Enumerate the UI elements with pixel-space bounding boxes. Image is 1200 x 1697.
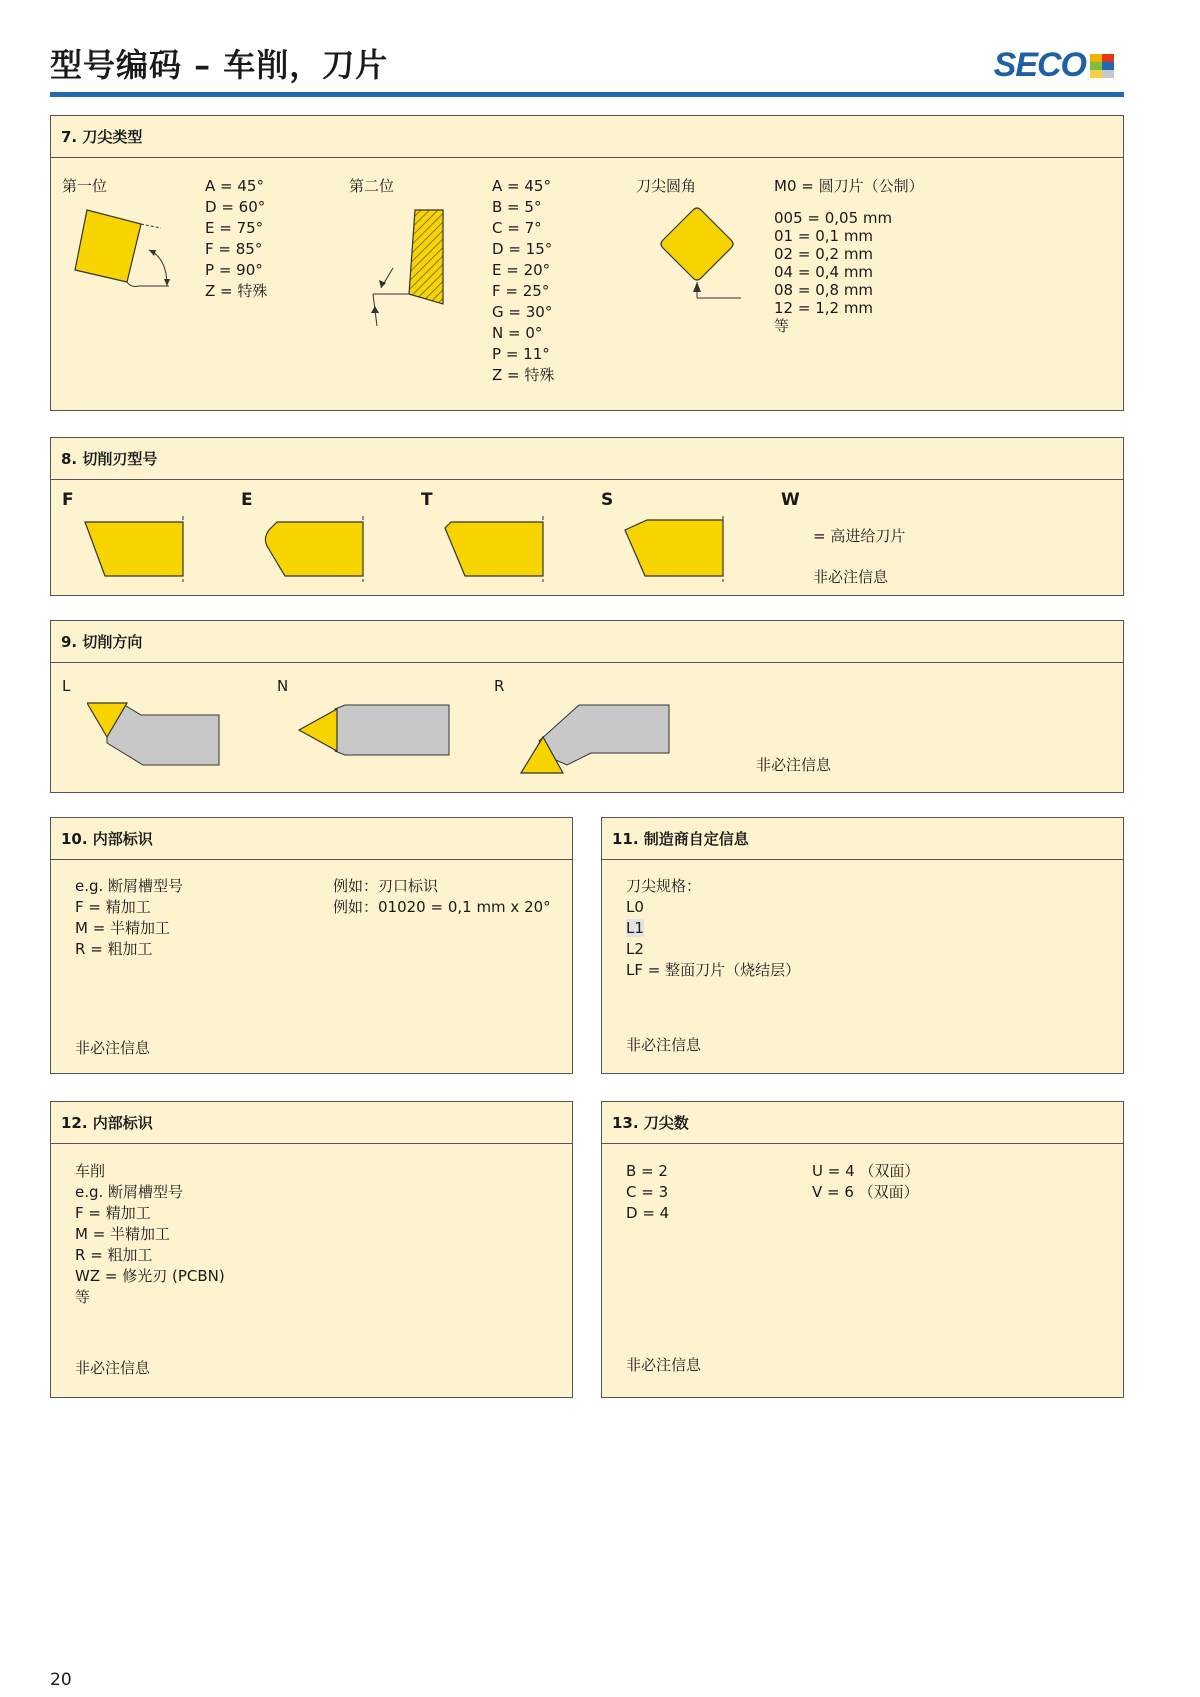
clearance-angle-diagram <box>363 208 463 333</box>
edge-type-w-label: W <box>781 490 800 510</box>
value-line: U = 4 （双面） <box>812 1162 920 1180</box>
value-line: A = 45° <box>205 177 264 195</box>
value-line: M = 半精加工 <box>75 919 171 937</box>
value-line: D = 15° <box>492 240 553 258</box>
section-12-header: 12. 内部标识 <box>51 1102 572 1144</box>
value-line: N = 0° <box>492 324 543 342</box>
value-line: B = 2 <box>626 1162 668 1180</box>
value-line: C = 7° <box>492 219 542 237</box>
value-line: WZ = 修光刃 (PCBN) <box>75 1267 225 1285</box>
value-line: F = 85° <box>205 240 263 258</box>
value-line: V = 6 （双面） <box>812 1183 919 1201</box>
value-line: 12 = 1,2 mm <box>774 299 874 317</box>
value-line: C = 3 <box>626 1183 669 1201</box>
section-8-header: 8. 切削刃型号 <box>51 438 1123 480</box>
section-12-lines <box>75 1161 225 1308</box>
first-position-label: 第一位 <box>62 177 108 195</box>
value-line: D = 4 <box>626 1204 670 1222</box>
value-line: 刀尖规格： <box>626 877 702 895</box>
value-line: M = 半精加工 <box>75 1225 171 1243</box>
direction-r-label: R <box>494 677 505 695</box>
insert-angle-diagram <box>71 206 181 296</box>
section-11-box <box>601 817 1124 1074</box>
optional-info-note: 非必注信息 <box>75 1039 151 1057</box>
section-13-box <box>601 1101 1124 1398</box>
value-line <box>626 918 800 939</box>
value-line: 例如：01020 = 0,1 mm x 20° <box>333 898 551 916</box>
value-line: P = 90° <box>205 261 263 279</box>
edge-s-diagram <box>623 516 733 582</box>
second-position-values <box>492 176 554 386</box>
direction-n-label: N <box>277 677 289 695</box>
value-line: P = 11° <box>492 345 550 363</box>
section-7-box <box>50 115 1124 411</box>
second-position-label: 第二位 <box>349 177 395 195</box>
section-12-box <box>50 1101 573 1398</box>
value-line: 等 <box>774 317 790 335</box>
optional-info-note: 非必注信息 <box>756 756 832 774</box>
corner-radius-diagram <box>651 206 781 306</box>
page-number: 20 <box>50 1670 72 1690</box>
section-11-lines <box>626 876 800 981</box>
section-7-header: 7. 刀尖类型 <box>51 116 1123 158</box>
seco-logo <box>994 46 1114 85</box>
edge-type-t-label: T <box>421 490 433 510</box>
section-13-header: 13. 刀尖数 <box>602 1102 1123 1144</box>
value-line: E = 75° <box>205 219 264 237</box>
value-line: R = 粗加工 <box>75 940 153 958</box>
edge-t-diagram <box>443 516 553 582</box>
highlighted-value: L1 <box>626 919 644 937</box>
edge-type-f-label: F <box>62 490 74 510</box>
section-9-header: 9. 切削方向 <box>51 621 1123 663</box>
direction-l-label: L <box>62 677 71 695</box>
value-line: 例如：刃口标识 <box>333 877 439 895</box>
value-line: 08 = 0,8 mm <box>774 281 874 299</box>
corner-radius-title: M0 = 圆刀片（公制） <box>774 177 924 195</box>
value-line: Z = 特殊 <box>492 366 555 384</box>
logo-text: SECO <box>993 46 1086 84</box>
optional-info-note: 非必注信息 <box>75 1359 151 1377</box>
value-line: D = 60° <box>205 198 266 216</box>
section-13-right <box>812 1161 919 1203</box>
value-line: E = 20° <box>492 261 551 279</box>
section-10-header: 10. 内部标识 <box>51 818 572 860</box>
value-line: F = 25° <box>492 282 550 300</box>
value-line: 车削 <box>75 1162 106 1180</box>
value-line: 005 = 0,05 mm <box>774 209 893 227</box>
value-line: F = 精加工 <box>75 1204 151 1222</box>
direction-r-diagram <box>519 701 679 777</box>
value-line: e.g. 断屑槽型号 <box>75 877 184 895</box>
section-9-box <box>50 620 1124 793</box>
edge-type-e-label: E <box>241 490 253 510</box>
edge-w-description: = 高进给刀片 <box>813 527 906 545</box>
edge-type-s-label: S <box>601 490 614 510</box>
optional-info-note: 非必注信息 <box>626 1036 702 1054</box>
first-position-values <box>205 176 267 302</box>
direction-l-diagram <box>87 701 227 773</box>
value-line: A = 45° <box>492 177 551 195</box>
direction-n-diagram <box>297 703 457 763</box>
corner-radius-values <box>774 209 892 335</box>
logo-mark-icon <box>1090 54 1114 78</box>
value-line: 01 = 0,1 mm <box>774 227 874 245</box>
section-10-examples <box>333 876 551 918</box>
value-line: 等 <box>75 1288 91 1306</box>
title-rule <box>50 92 1124 97</box>
value-line: 04 = 0,4 mm <box>774 263 874 281</box>
edge-f-diagram <box>83 516 193 582</box>
value-line: e.g. 断屑槽型号 <box>75 1183 184 1201</box>
value-line: L0 <box>626 898 644 916</box>
value-line: G = 30° <box>492 303 553 321</box>
corner-radius-label: 刀尖圆角 <box>636 177 697 195</box>
value-line: R = 粗加工 <box>75 1246 153 1264</box>
value-line: B = 5° <box>492 198 542 216</box>
section-13-left <box>626 1161 669 1224</box>
value-line: Z = 特殊 <box>205 282 268 300</box>
section-11-header: 11. 制造商自定信息 <box>602 818 1123 860</box>
edge-e-diagram <box>263 516 373 582</box>
page-title: 型号编码 – 车削，刀片 <box>50 46 389 84</box>
optional-info-note: 非必注信息 <box>626 1356 702 1374</box>
section-10-lines <box>75 876 183 960</box>
value-line: LF = 整面刀片（烧结层） <box>626 961 801 979</box>
optional-info-note: 非必注信息 <box>813 568 889 586</box>
section-10-box <box>50 817 573 1074</box>
value-line: L2 <box>626 940 644 958</box>
value-line: 02 = 0,2 mm <box>774 245 874 263</box>
section-8-box <box>50 437 1124 596</box>
value-line: F = 精加工 <box>75 898 151 916</box>
